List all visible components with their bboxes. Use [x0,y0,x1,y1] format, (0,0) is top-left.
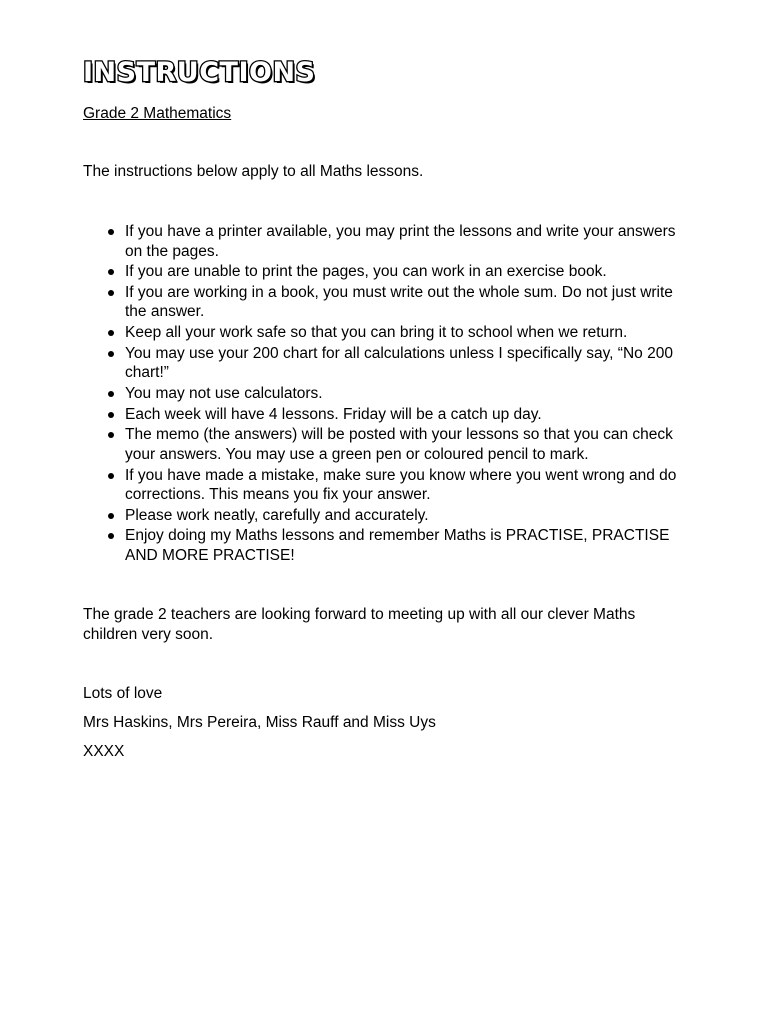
list-item: If you have a printer available, you may print the lessons and write your answers on the pages. [125,222,683,261]
teacher-names: Mrs Haskins, Mrs Pereira, Miss Rauff and Miss Uys [83,714,436,732]
kisses-line: XXXX [83,743,125,761]
list-item: If you are unable to print the pages, you can work in an exercise book. [125,262,683,282]
document-page [83,55,683,762]
subtitle: Grade 2 Mathematics [83,105,232,122]
list-item: You may use your 200 chart for all calculations unless I specifically say, “No 200 chart!” [125,344,683,383]
list-item: If you are working in a book, you must write out the whole sum. Do not just write the answer. [125,283,683,322]
page-title: INSTRUCTIONS [83,57,316,88]
intro-paragraph: The instructions below apply to all Maths lessons. [83,163,424,180]
list-item: Please work neatly, carefully and accurately. [125,506,683,526]
closing-paragraph: The grade 2 teachers are looking forward to meeting up with all our clever Maths children very soon. [83,606,636,644]
list-item: If you have made a mistake, make sure you know where you went wrong and do corrections. This means you fix your answer. [125,466,683,505]
list-item: Each week will have 4 lessons. Friday will be a catch up day. [125,405,683,425]
rules-list [83,222,683,565]
list-item: The memo (the answers) will be posted with your lessons so that you can check your answers. You may use a green pen or coloured pencil to mark. [125,425,683,464]
signoff-line: Lots of love [83,685,163,703]
list-item: Enjoy doing my Maths lessons and remember Maths is PRACTISE, PRACTISE AND MORE PRACTISE! [125,526,683,565]
list-item: Keep all your work safe so that you can bring it to school when we return. [125,323,683,343]
list-item: You may not use calculators. [125,384,683,404]
